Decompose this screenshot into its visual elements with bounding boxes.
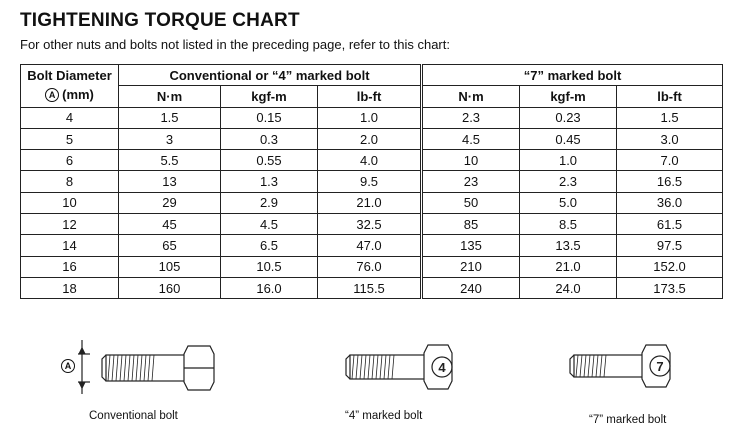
bolt-diameter-cell: 5 bbox=[21, 128, 119, 149]
table-row bbox=[21, 192, 723, 213]
seven-marked-bolt-figure bbox=[562, 336, 692, 396]
dimension-arrow bbox=[80, 383, 85, 388]
torque-value-cell: 1.0 bbox=[318, 107, 422, 128]
four-marked-bolt-tip bbox=[346, 355, 350, 379]
table-row bbox=[21, 171, 723, 192]
chart-subtitle: For other nuts and bolts not listed in the preceding page, refer to this chart: bbox=[20, 37, 450, 52]
torque-value-cell: 13 bbox=[119, 171, 221, 192]
torque-value-cell: 61.5 bbox=[617, 214, 723, 235]
torque-value-cell: 152.0 bbox=[617, 256, 723, 277]
unit-header: N·m bbox=[119, 86, 221, 107]
torque-value-cell: 24.0 bbox=[520, 277, 617, 298]
torque-value-cell: 2.3 bbox=[520, 171, 617, 192]
torque-value-cell: 21.0 bbox=[520, 256, 617, 277]
torque-value-cell: 4.0 bbox=[318, 150, 422, 171]
torque-value-cell: 115.5 bbox=[318, 277, 422, 298]
torque-value-cell: 32.5 bbox=[318, 214, 422, 235]
torque-value-cell: 0.15 bbox=[221, 107, 318, 128]
table-row bbox=[21, 107, 723, 128]
torque-value-cell: 4.5 bbox=[422, 128, 520, 149]
group-header-conventional: Conventional or “4” marked bolt bbox=[119, 65, 422, 86]
unit-header: lb-ft bbox=[617, 86, 723, 107]
seven-marked-bolt-threads bbox=[576, 355, 606, 377]
torque-value-cell: 5.0 bbox=[520, 192, 617, 213]
torque-value-cell: 9.5 bbox=[318, 171, 422, 192]
unit-header: N·m bbox=[422, 86, 520, 107]
torque-value-cell: 29 bbox=[119, 192, 221, 213]
group-header-seven-marked: “7” marked bolt bbox=[422, 65, 723, 86]
bolt-diameter-cell: 16 bbox=[21, 256, 119, 277]
bolt-diameter-cell: 14 bbox=[21, 235, 119, 256]
torque-value-cell: 7.0 bbox=[617, 150, 723, 171]
bolt-diameter-unit: (mm) bbox=[62, 86, 94, 102]
table-row bbox=[21, 256, 723, 277]
torque-value-cell: 3 bbox=[119, 128, 221, 149]
torque-value-cell: 16.0 bbox=[221, 277, 318, 298]
torque-value-cell: 65 bbox=[119, 235, 221, 256]
torque-value-cell: 0.3 bbox=[221, 128, 318, 149]
head-mark-four: 4 bbox=[438, 360, 446, 375]
torque-value-cell: 6.5 bbox=[221, 235, 318, 256]
unit-header-row bbox=[21, 86, 723, 107]
torque-value-cell: 0.45 bbox=[520, 128, 617, 149]
table-row bbox=[21, 128, 723, 149]
torque-value-cell: 21.0 bbox=[318, 192, 422, 213]
torque-value-cell: 4.5 bbox=[221, 214, 318, 235]
torque-value-cell: 36.0 bbox=[617, 192, 723, 213]
torque-value-cell: 210 bbox=[422, 256, 520, 277]
torque-value-cell: 2.9 bbox=[221, 192, 318, 213]
table-row bbox=[21, 235, 723, 256]
four-marked-bolt-threads bbox=[352, 355, 394, 379]
bolt-diameter-cell: 10 bbox=[21, 192, 119, 213]
bolt-diameter-cell: 8 bbox=[21, 171, 119, 192]
torque-value-cell: 105 bbox=[119, 256, 221, 277]
torque-value-cell: 50 bbox=[422, 192, 520, 213]
conventional-bolt-figure bbox=[48, 336, 228, 396]
torque-value-cell: 1.0 bbox=[520, 150, 617, 171]
diameter-dimension-icon: A bbox=[61, 359, 75, 373]
four-marked-bolt-figure bbox=[336, 336, 466, 396]
caption-four-marked-bolt: “4” marked bolt bbox=[345, 410, 423, 422]
torque-value-cell: 97.5 bbox=[617, 235, 723, 256]
bolt-diameter-cell: 12 bbox=[21, 214, 119, 235]
conventional-bolt-shank bbox=[106, 355, 188, 381]
torque-value-cell: 45 bbox=[119, 214, 221, 235]
torque-value-cell: 3.0 bbox=[617, 128, 723, 149]
torque-value-cell: 13.5 bbox=[520, 235, 617, 256]
torque-value-cell: 1.5 bbox=[119, 107, 221, 128]
head-mark-seven: 7 bbox=[656, 359, 664, 374]
bolt-diameter-header bbox=[21, 65, 119, 108]
torque-value-cell: 0.55 bbox=[221, 150, 318, 171]
torque-value-cell: 1.5 bbox=[617, 107, 723, 128]
table-row bbox=[21, 150, 723, 171]
bolt-diameter-label: Bolt Diameter bbox=[27, 67, 112, 83]
torque-value-cell: 135 bbox=[422, 235, 520, 256]
unit-header: kgf-m bbox=[221, 86, 318, 107]
torque-value-cell: 23 bbox=[422, 171, 520, 192]
torque-value-cell: 2.3 bbox=[422, 107, 520, 128]
torque-table bbox=[20, 64, 723, 299]
torque-value-cell: 47.0 bbox=[318, 235, 422, 256]
dimension-arrow bbox=[80, 348, 85, 353]
torque-value-cell: 16.5 bbox=[617, 171, 723, 192]
torque-value-cell: 10 bbox=[422, 150, 520, 171]
torque-value-cell: 10.5 bbox=[221, 256, 318, 277]
torque-value-cell: 240 bbox=[422, 277, 520, 298]
caption-seven-marked-bolt: “7” marked bolt bbox=[589, 414, 667, 426]
torque-value-cell: 8.5 bbox=[520, 214, 617, 235]
torque-table-body bbox=[21, 107, 723, 299]
bolt-diameter-cell: 18 bbox=[21, 277, 119, 298]
caption-conventional-bolt: Conventional bolt bbox=[89, 410, 178, 422]
table-row bbox=[21, 277, 723, 298]
unit-header: kgf-m bbox=[520, 86, 617, 107]
torque-value-cell: 5.5 bbox=[119, 150, 221, 171]
torque-value-cell: 173.5 bbox=[617, 277, 723, 298]
torque-value-cell: 76.0 bbox=[318, 256, 422, 277]
bolt-diameter-cell: 4 bbox=[21, 107, 119, 128]
chart-title: TIGHTENING TORQUE CHART bbox=[20, 10, 300, 31]
torque-value-cell: 2.0 bbox=[318, 128, 422, 149]
conventional-bolt-threads bbox=[108, 355, 154, 381]
torque-value-cell: 85 bbox=[422, 214, 520, 235]
bolt-diameter-cell: 6 bbox=[21, 150, 119, 171]
torque-value-cell: 1.3 bbox=[221, 171, 318, 192]
unit-header: lb-ft bbox=[318, 86, 422, 107]
table-header-row bbox=[21, 65, 723, 86]
diameter-symbol-icon: A bbox=[45, 88, 59, 102]
torque-value-cell: 0.23 bbox=[520, 107, 617, 128]
table-row bbox=[21, 214, 723, 235]
torque-value-cell: 160 bbox=[119, 277, 221, 298]
